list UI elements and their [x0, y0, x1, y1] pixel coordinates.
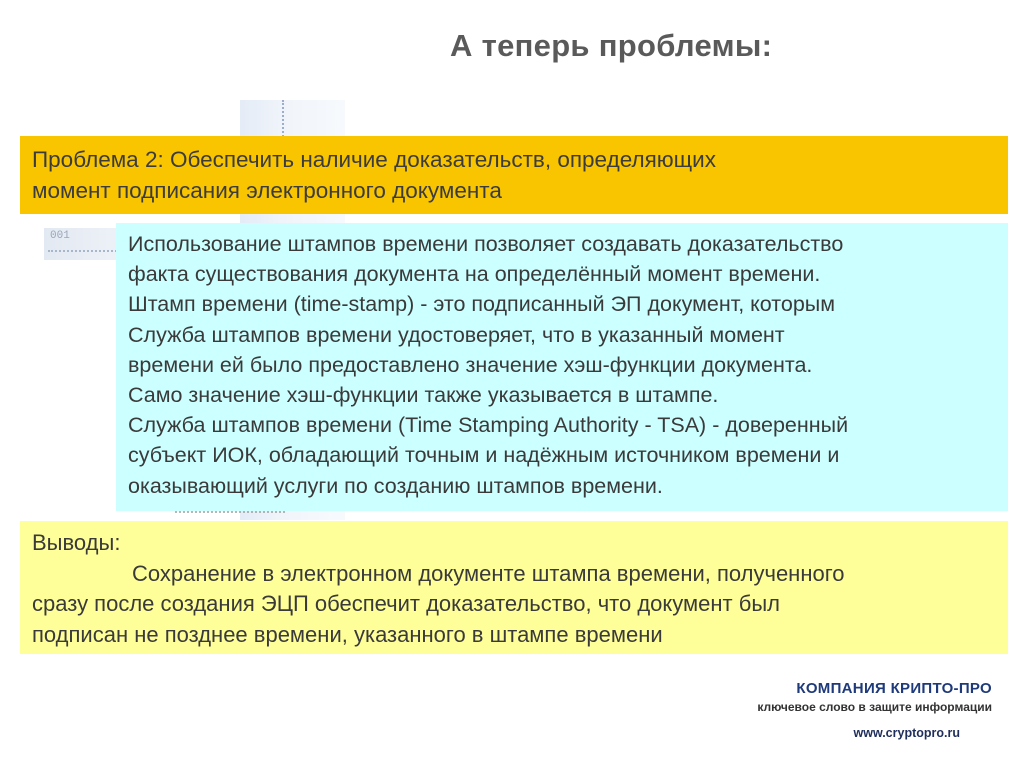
info-line: факта существования документа на определённый момент времени.	[128, 262, 821, 287]
info-line: субъект ИОК, обладающий точным и надёжным источником времени и	[128, 443, 840, 468]
problem-line: момент подписания электронного документа	[32, 178, 502, 203]
background-label-image	[44, 228, 124, 260]
company-slogan: ключевое слово в защите информации	[757, 700, 992, 714]
problem-box	[20, 136, 1008, 214]
background-label-tag: 001	[50, 230, 70, 242]
company-name: КОМПАНИЯ КРИПТО-ПРО	[796, 680, 992, 697]
conclusion-line: Сохранение в электронном документе штампа времени, полученного	[132, 560, 845, 586]
conclusions-heading: Выводы:	[32, 530, 121, 555]
conclusion-line: сразу после создания ЭЦП обеспечит доказательство, что документ был	[32, 591, 780, 616]
conclusions-box	[20, 521, 1008, 654]
dotted-line-decoration	[48, 250, 120, 252]
time-stamp-info-box	[116, 223, 1008, 511]
slide-title: А теперь проблемы:	[450, 28, 773, 63]
ruler-line-decoration	[282, 100, 288, 140]
info-line: времени ей было предоставлено значение хэш-функции документа.	[128, 352, 813, 377]
company-footer	[757, 680, 992, 740]
company-website-link[interactable]: www.cryptopro.ru	[853, 726, 960, 740]
info-line: Служба штампов времени (Time Stamping Authority - TSA) - доверенный	[128, 413, 849, 438]
tick-marks-decoration	[175, 511, 285, 521]
info-line: Само значение хэш-функции также указывается в штампе.	[128, 383, 719, 408]
info-line: Штамп времени (time-stamp) - это подписанный ЭП документ, которым	[128, 292, 836, 317]
conclusion-line: подписан не позднее времени, указанного в штампе времени	[32, 621, 663, 647]
info-line: Служба штампов времени удостоверяет, что в указанный момент	[128, 322, 785, 347]
info-line: Использование штампов времени позволяет создавать доказательство	[128, 232, 844, 256]
problem-text	[32, 144, 996, 206]
info-line: оказывающий услуги по созданию штампов времени.	[128, 473, 663, 498]
problem-line: Проблема 2: Обеспечить наличие доказательств, определяющих	[32, 147, 716, 172]
